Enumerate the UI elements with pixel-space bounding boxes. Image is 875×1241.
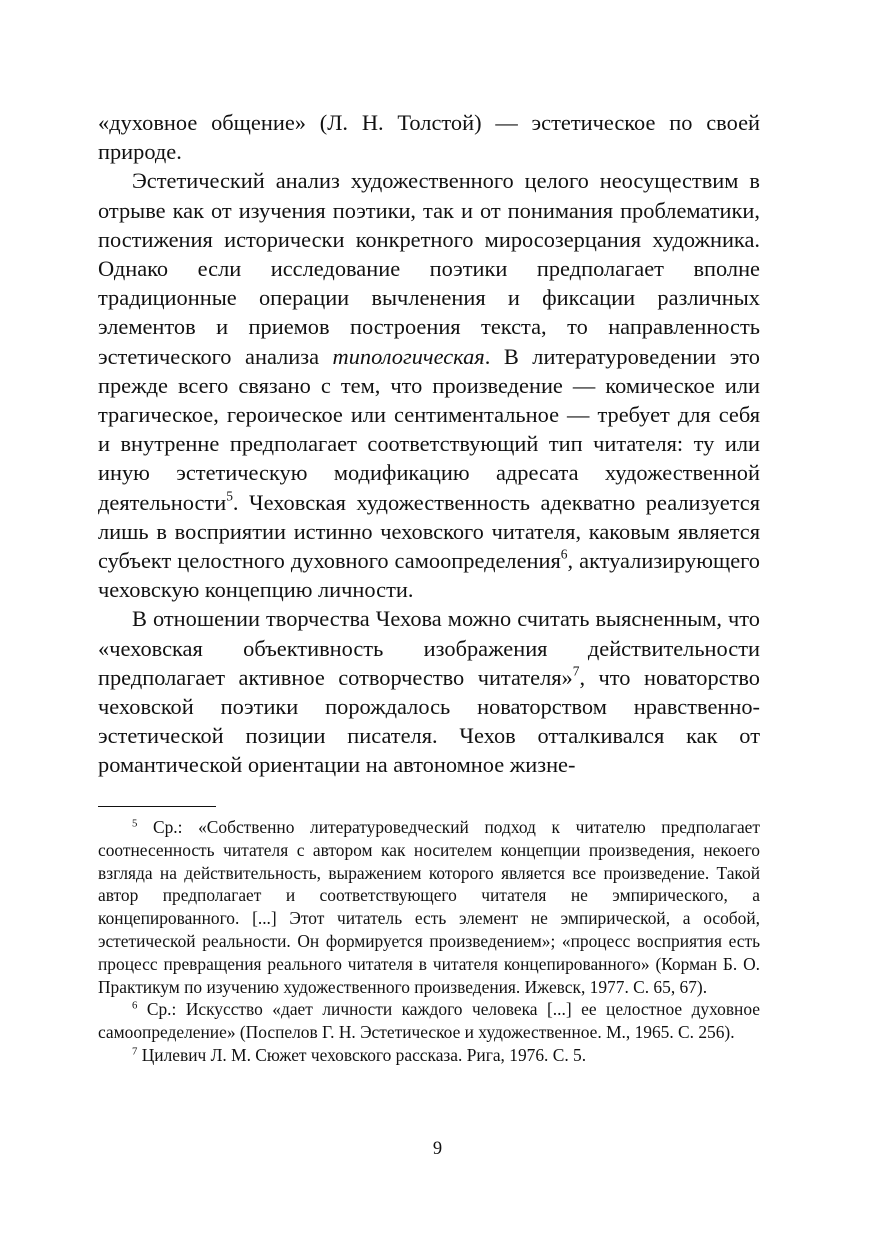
footnote-ref-5[interactable]: 5: [226, 488, 233, 504]
footnote-text: Ср.: «Собственно литературоведческий подход к читателю предполагает соотнесенность читателя с автором как носителем концепции произведения, некоего взгляда на действительность, выражением которого является все произведение. Такой автор предполагает и соответствующего читателя не эмпирического, а концепированного. [...] Этот читатель есть элемент не эмпирической, а особой, эстетической реальности. Он формируется произведением»; «процесс восприятия есть процесс превращения реального читателя в читателя концепированного» (Корман Б. О. Практикум по изучению художественного произведения. Ижевск, 1977. С. 65, 67).: [98, 817, 760, 997]
footnote-separator: [98, 806, 216, 807]
main-text: [98, 108, 760, 780]
paragraph-3-text-b: , что новаторство чеховской поэтики порождалось новаторством нравственно-эстетической позиции писателя. Чехов отталкивался как от романтической ориентации на автономное жизне-: [98, 664, 760, 778]
paragraph-2-text-b: . В литературоведении это прежде всего связано с тем, что произведение — комическое или трагическое, героическое или сентиментальное — требует для себя и внутренне предполагает соответствующий тип читателя: ту или иную эстетическую модификацию адресата художественной деятельности: [98, 343, 760, 515]
paragraph-1: «духовное общение» (Л. Н. Толстой) — эстетическое по своей природе.: [98, 110, 760, 165]
footnote-ref-7[interactable]: 7: [572, 663, 580, 679]
footnote-ref-6[interactable]: 6: [560, 546, 568, 562]
footnote-number: 6: [132, 999, 138, 1012]
footnotes: [98, 816, 760, 1067]
italic-term: типологическая: [332, 343, 485, 369]
footnote-5: [98, 816, 760, 998]
paragraph-2-text-c: . Чеховская художественность адекватно реализуется лишь в восприятии истинно чеховского читателя, каковым является субъект целостного духовного самоопределения: [98, 489, 760, 574]
footnote-6: [98, 998, 760, 1044]
footnote-text: Цилевич Л. М. Сюжет чеховского рассказа. Рига, 1976. С. 5.: [141, 1044, 587, 1065]
footnote-number: 5: [132, 817, 138, 830]
page-number: 9: [432, 1139, 443, 1159]
paragraph-2-text-a: Эстетический анализ художественного целого неосуществим в отрыве как от изучения поэтики, так и от понимания проблематики, постижения исторически конкретного миросозерцания художника. Однако если исследование поэтики предполагает вполне традиционные операции вычленения и фиксации различных элементов и приемов построения текста, то направленность эстетического анализа: [98, 168, 760, 369]
paragraph-2-text-d: , актуализирующего чеховскую концепцию личности.: [98, 548, 760, 603]
paragraph-3: [98, 604, 760, 779]
paragraph-2: [98, 166, 760, 604]
paragraph-3-text-a: В отношении творчества Чехова можно считать выясненным, что «чеховская объективность изображения действительности предполагает активное сотворчество читателя»: [98, 606, 760, 690]
footnote-7: [98, 1044, 760, 1067]
footnote-number: 7: [132, 1045, 138, 1058]
footnote-text: Ср.: Искусство «дает личности каждого человека [...] ее целостное духовное самоопределение» (Поспелов Г. Н. Эстетическое и художественное. М., 1965. С. 256).: [98, 999, 760, 1043]
